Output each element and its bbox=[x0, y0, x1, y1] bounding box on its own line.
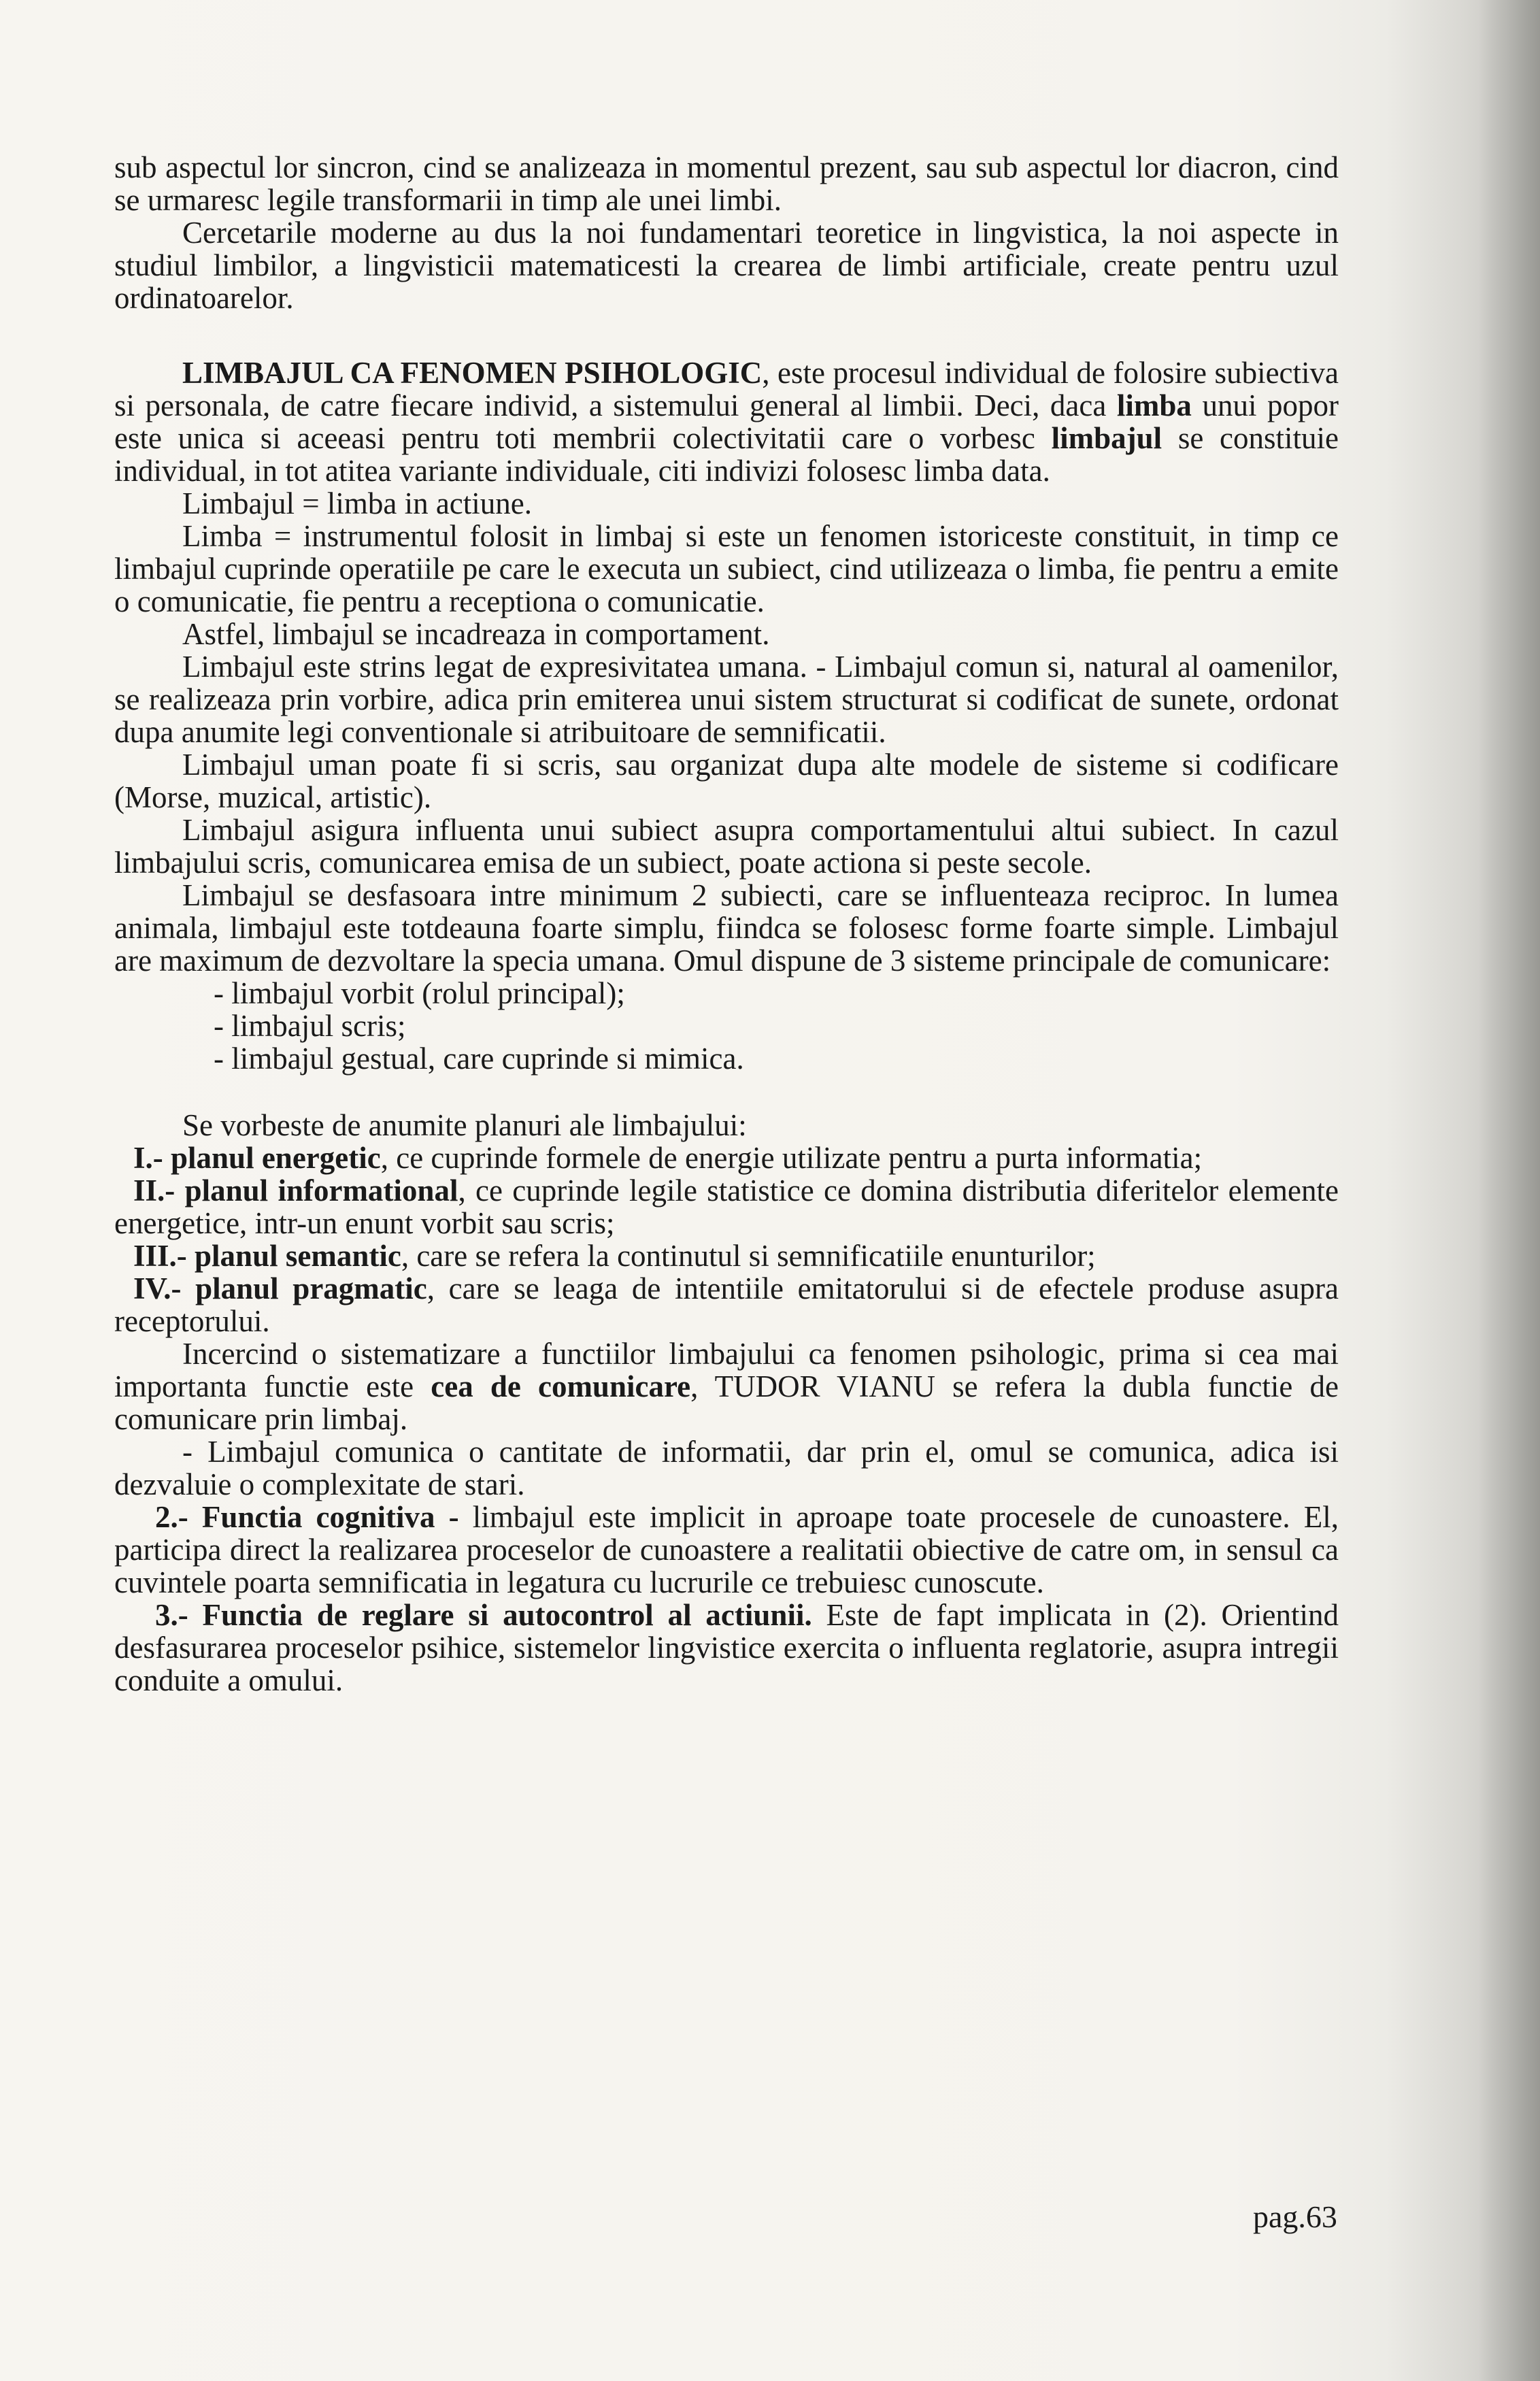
term-limbajul: limbajul bbox=[1051, 421, 1162, 455]
paragraph-expresivitate: Limbajul este strins legat de expresivitatea umana. - Limbajul comun si, natural al oamenilor, se realizeaza prin vorbire, adica prin emiterea unui sistem structurat si codificat de sunete, ordonat dupa anumite legi conventionale si atribuitoare de semnificatii. bbox=[114, 650, 1339, 749]
section-heading: LIMBAJUL CA FENOMEN PSIHOLOGIC bbox=[182, 356, 763, 390]
paragraph-comportament: Astfel, limbajul se incadreaza in comportament. bbox=[182, 617, 770, 651]
plan-pragmatic: IV.- planul pragmatic, care se leaga de intentiile emitatorului si de efectele produse asupra receptorului. bbox=[114, 1271, 1339, 1338]
term-limba: limba bbox=[1116, 388, 1192, 422]
plan-informational: II.- planul informational, ce cuprinde legile statistice ce domina distributia diferitelor elemente energetice, intr-un enunt vorbit sau scris; bbox=[114, 1173, 1339, 1240]
paragraph-limbaj-fenomen: LIMBAJUL CA FENOMEN PSIHOLOGIC, este procesul individual de folosire subiectiva si personala, de catre fiecare individ, a sistemului general al limbii. Deci, daca limba unui popor este unica si aceeasi pentru toti membrii colectivitatii care o vorbesc limbajul se constituie individual, in tot atitea variante individuale, citi indivizi folosesc limba data. bbox=[114, 356, 1339, 488]
paragraph-cercetari: Cercetarile moderne au dus la noi fundamentari teoretice in lingvistica, la noi aspecte in studiul limbilor, a lingvisticii matematicesti la crearea de limbi artificiale, create pentru uzul ordinatoarelor. bbox=[114, 216, 1339, 315]
paragraph-functia-reglare: 3.- Functia de reglare si autocontrol al actiunii. Este de fapt implicata in (2). Orientind desfasurarea proceselor psihice, sistemelor lingvistice exercita o influenta reglatorie, asupra intregii conduite a omului. bbox=[114, 1598, 1339, 1697]
paragraph-sincron-diacron: sub aspectul lor sincron, cind se analizeaza in momentul prezent, sau sub aspectul lor diacron, cind se urmaresc legile transformarii in timp ale unei limbi. bbox=[114, 150, 1339, 217]
paragraph-planuri: Se vorbeste de anumite planuri ale limbajului: bbox=[182, 1108, 747, 1142]
paragraph-subiecti: Limbajul se desfasoara intre minimum 2 subiecti, care se influenteaza reciproc. In lumea animala, limbajul este totdeauna foarte simplu, fiindca se folosesc forme foarte simple. Limbajul are maximum de dezvoltare la specia umana. Omul dispune de 3 sisteme principale de comunicare: bbox=[114, 878, 1339, 978]
list-item: - limbajul vorbit (rolul principal); bbox=[214, 976, 625, 1010]
paragraph-functia-cognitiva: 2.- Functia cognitiva - limbajul este implicit in aproape toate procesele de cunoastere. El, participa direct la realizarea proceselor de cunoastere a realitatii obiective de catre om, in sensul ca cuvintele poarta semnificatia in legatura cu lucrurile ce trebuiesc cunoscute. bbox=[114, 1500, 1339, 1599]
body-text bbox=[114, 151, 1339, 1697]
list-item: - limbajul scris; bbox=[214, 1009, 406, 1043]
list-item: - limbajul gestual, care cuprinde si mimica. bbox=[214, 1042, 744, 1076]
book-binding-shadow bbox=[1479, 0, 1540, 2381]
plan-energetic: I.- planul energetic, ce cuprinde formele de energie utilizate pentru a purta informatia; bbox=[133, 1141, 1203, 1175]
definition-limba: Limba = instrumentul folosit in limbaj si este un fenomen istoriceste constituit, in timp ce limbajul cuprinde operatiile pe care le executa un subiect, cind utilizeaza o limba, fie pentru a emite o comunicatie, fie pentru a receptiona o comunicatie. bbox=[114, 519, 1339, 618]
paragraph-scris: Limbajul uman poate fi si scris, sau organizat dupa alte modele de sisteme si codificare (Morse, muzical, artistic). bbox=[114, 748, 1339, 814]
paragraph-functii: Incercind o sistematizare a functiilor limbajului ca fenomen psihologic, prima si cea mai importanta functie este cea de comunicare, TUDOR VIANU se refera la dubla functie de comunicare prin limbaj. bbox=[114, 1337, 1339, 1436]
plan-semantic: III.- planul semantic, care se refera la continutul si semnificatiile enunturilor; bbox=[133, 1239, 1096, 1273]
page-number: pag.63 bbox=[1253, 2199, 1337, 2234]
definition-limbajul: Limbajul = limba in actiune. bbox=[182, 486, 533, 520]
paragraph-informatii: - Limbajul comunica o cantitate de informatii, dar prin el, omul se comunica, adica isi dezvaluie o complexitate de stari. bbox=[114, 1435, 1339, 1501]
paragraph-influenta: Limbajul asigura influenta unui subiect asupra comportamentului altui subiect. In cazul limbajului scris, comunicarea emisa de un subiect, poate actiona si peste secole. bbox=[114, 813, 1339, 880]
term-comunicare: cea de comunicare bbox=[431, 1369, 691, 1403]
